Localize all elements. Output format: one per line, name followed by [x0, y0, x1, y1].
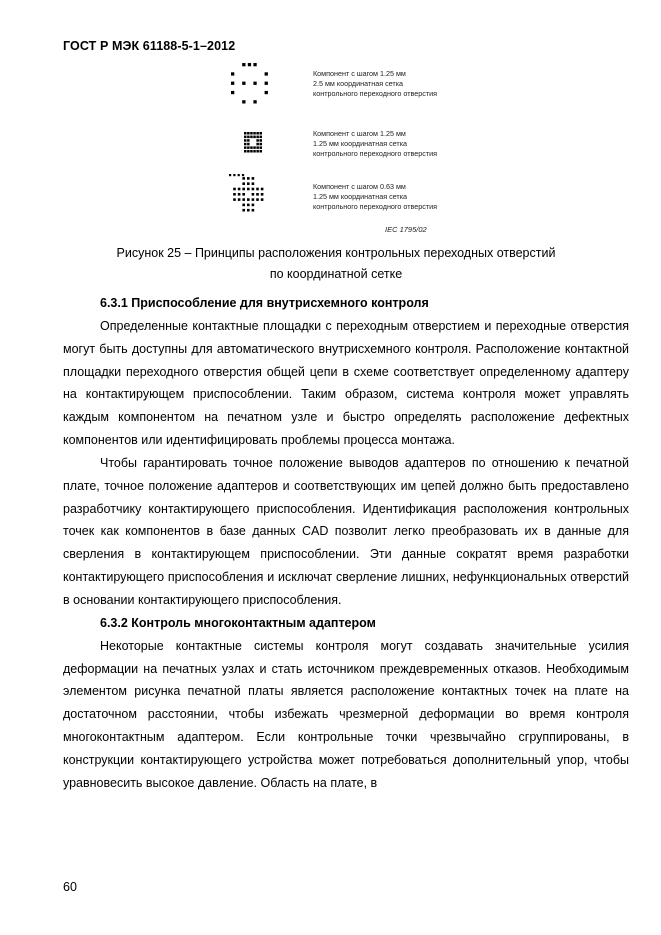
via-pad [252, 204, 255, 207]
via-pad [247, 143, 250, 146]
paragraph: Некоторые контактные системы контроля могут создавать значительные усилия деформации на печатных узлах и стать источником преждевременных отказов. Необходимым элементом рисунка печатной платы является расположение контактных точек на плате на достаточном расстоянии, чтобы избежать чрезмерной деформации во время контроля многоконтактным адаптером. Если контрольные точки чрезвычайно сгруппированы, в конструкции контактирующего устройства может потребоваться дополнительный упор, чтобы уравновесить высокое давление. Область на плате, в [63, 638, 629, 790]
via-pad [242, 204, 245, 207]
via-pad [252, 209, 255, 212]
section-heading-6-3-2: 6.3.2 Контроль многоконтактным адаптером [100, 615, 376, 630]
via-pad [260, 139, 263, 142]
via-pad [265, 82, 268, 85]
via-pad [242, 182, 245, 185]
via-pad [253, 100, 256, 103]
via-pad [238, 198, 241, 201]
via-pad [261, 198, 264, 201]
via-pad [253, 146, 256, 149]
via-pad [244, 150, 247, 153]
via-pad [233, 198, 236, 201]
figure-label-3 [313, 182, 437, 212]
via-pad [233, 188, 236, 191]
figure-label-1-line-3: контрольного переходного отверстия [313, 89, 438, 98]
via-pad [260, 150, 263, 153]
via-pad [261, 188, 264, 191]
figure-label-1 [313, 69, 437, 99]
paragraph: Чтобы гарантировать точное положение выводов адаптеров по отношению к печатной плате, точное положение адаптеров и соответствующих им цепей должно быть предоставлено разработчику контактирующего приспособления. Идентификация расположения контрольных точек как компонентов в базе данных CAD позволит легко преобразовать их в данные для сверления в контактирующем приспособлении. Эти данные сократят время разработки контактирующего приспособления и исключат сверление лишних, нефункциональных отверстий в основании контактирующего приспособления. [63, 455, 629, 607]
via-pad [242, 82, 245, 85]
via-pad [231, 72, 234, 75]
via-pad [252, 188, 255, 191]
via-pad [247, 139, 250, 142]
document-header: ГОСТ Р МЭК 61188-5-1–2012 [63, 39, 236, 53]
via-pad [244, 146, 247, 149]
figure-caption-line-2: по координатной сетке [269, 267, 403, 281]
via-pad [247, 204, 250, 207]
via-pad [247, 182, 250, 185]
via-pad [252, 198, 255, 201]
via-pad [247, 209, 250, 212]
via-pad [256, 146, 259, 149]
via-pad [242, 177, 245, 180]
via-pad [253, 150, 256, 153]
via-pad [250, 136, 253, 139]
via-pad [231, 82, 234, 85]
figure-label-3-line-2: 1.25 мм координатная сетка [313, 192, 408, 201]
via-pad [242, 100, 245, 103]
via-pad [250, 132, 253, 135]
figure-label-2 [313, 129, 437, 159]
via-pad [265, 72, 268, 75]
via-pad [256, 132, 259, 135]
via-pad [256, 139, 259, 142]
via-pad [256, 136, 259, 139]
figure-25 [0, 0, 661, 240]
via-pad [265, 91, 268, 94]
section-heading-6-3-1: 6.3.1 Приспособление для внутрисхемного контроля [100, 296, 429, 310]
via-pad [233, 193, 236, 196]
via-pad [253, 136, 256, 139]
via-pad [250, 150, 253, 153]
via-pad [260, 143, 263, 146]
via-pad [247, 146, 250, 149]
via-pad [244, 139, 247, 142]
via-pad [260, 146, 263, 149]
via-pad [256, 188, 259, 191]
via-pad [247, 150, 250, 153]
via-pad [229, 174, 231, 176]
figure-label-2-line-1: Компонент с шагом 1.25 мм [313, 129, 406, 138]
via-pad [252, 177, 255, 180]
via-pad [247, 198, 250, 201]
via-pad [253, 63, 256, 66]
via-pad [256, 150, 259, 153]
via-pad [247, 136, 250, 139]
via-pad [253, 132, 256, 135]
via-pad [238, 193, 241, 196]
via-pad [238, 188, 241, 191]
via-pad [242, 174, 244, 176]
via-pad [238, 174, 240, 176]
via-pad [253, 82, 256, 85]
via-pad [244, 132, 247, 135]
via-pad [242, 209, 245, 212]
via-pad [242, 188, 245, 191]
via-pad [260, 132, 263, 135]
body-text [63, 292, 629, 795]
figure-label-3-line-1: Компонент с шагом 0.63 мм [313, 182, 406, 191]
via-pad [231, 91, 234, 94]
figure-label-2-line-3: контрольного переходного отверстия [313, 149, 438, 158]
via-pad [256, 143, 259, 146]
via-pad [247, 132, 250, 135]
via-pad [242, 193, 245, 196]
via-pad [260, 136, 263, 139]
via-pad [247, 188, 250, 191]
via-pad [252, 182, 255, 185]
figure-label-2-line-2: 1.25 мм координатная сетка [313, 139, 408, 148]
via-pad [233, 174, 235, 176]
via-pad [244, 136, 247, 139]
page-number: 60 [63, 880, 77, 894]
via-pad [244, 143, 247, 146]
figure-label-1-line-2: 2.5 мм координатная сетка [313, 79, 404, 88]
via-pad [256, 198, 259, 201]
via-pad [242, 198, 245, 201]
via-pad [247, 177, 250, 180]
paragraph: Определенные контактные площадки с переходным отверстием и переходные отверстия могут быть доступны для автоматического внутрисхемного контроля. Расположение контактной площадки переходного отверстия общей цепи в схеме соответствует определенному адаптеру на контактирующем приспособлении. Таким образом, система контроля может управлять каждым компонентом на печатном узле и быстро определять расположение дефектных компонентов или идентифицировать проблемы процесса монтажа. [63, 318, 629, 448]
via-pad [250, 146, 253, 149]
iec-reference: IEC 1795/02 [385, 225, 427, 234]
via-pad [261, 193, 264, 196]
figure-caption-line-1: Рисунок 25 – Принципы расположения контрольных переходных отверстий [116, 246, 556, 260]
via-pad [248, 63, 251, 66]
figure-label-3-line-3: контрольного переходного отверстия [313, 202, 438, 211]
via-pad [242, 63, 245, 66]
figure-label-1-line-1: Компонент с шагом 1.25 мм [313, 69, 406, 78]
via-pad [256, 193, 259, 196]
via-pad [252, 193, 255, 196]
